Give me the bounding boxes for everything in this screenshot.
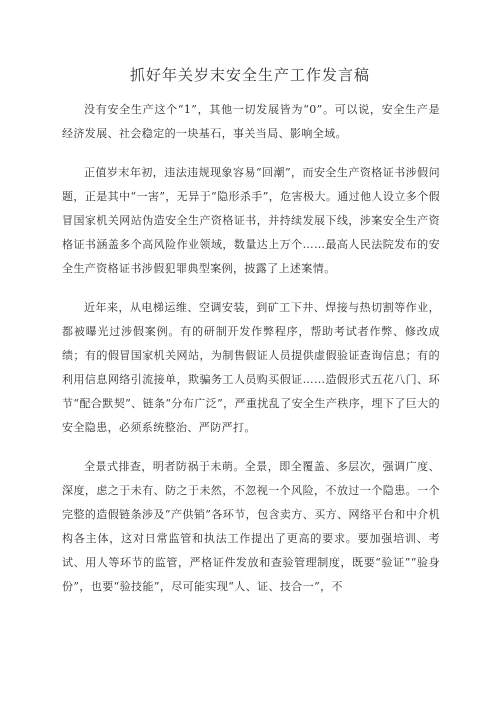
paragraph-1: 没有安全生产这个“1”，其他一切发展皆为“0”。可以说，安全生产是经济发展、社会稳定的一块基石，事关当局、影响全域。: [62, 103, 440, 140]
paragraph-2: 正值岁末年初，违法违规现象容易“回潮”，而安全生产资格证书涉假问题，正是其中“一害”，无异于“隐形杀手”，危害极大。通过他人设立多个假冒国家机关网站伪造安全生产资格证书，并持续发展下线，涉案安全生产资格证书涵盖多个高风险作业领域，数量达上万个……最高人民法院发布的安全生产资格证书涉假犯罪典型案例，披露了上述案情。: [62, 166, 440, 275]
paragraph-3: 近年来，从电梯运维、空调安装，到矿工下井、焊接与热切割等作业，都被曝光过涉假案例。有的研制开发作弊程序，帮助考试者作弊、修改成绩；有的假冒国家机关网站，为制售假证人员提供虚假验证查询信息；有的利用信息网络引流接单，欺骗务工人员购买假证……造假形式五花八门、环节“配合默契”、链条“分布广泛”，严重扰乱了安全生产秩序，埋下了巨大的安全隐患，必须系统整治、严防严打。: [62, 301, 440, 434]
document-body: [62, 98, 440, 614]
document-title: 抓好年关岁末安全生产工作发言稿: [129, 66, 370, 84]
paragraph-4: 全景式排查，明者防祸于未萌。全景，即全覆盖、多层次，强调广度、深度，虑之于未有、防之于未然，不忽视一个风险，不放过一个隐患。一个完整的造假链条涉及“产供销”各环节，包含卖方、买方、网络平台和中介机构各主体，这对日常监管和执法工作提出了更高的要求。要加强培训、考试、用人等环节的监管，严格证件发放和查验管理制度，既要“验证”“验身份”，也要“验技能”，尽可能实现“人、证、技合一”，不: [62, 460, 440, 593]
